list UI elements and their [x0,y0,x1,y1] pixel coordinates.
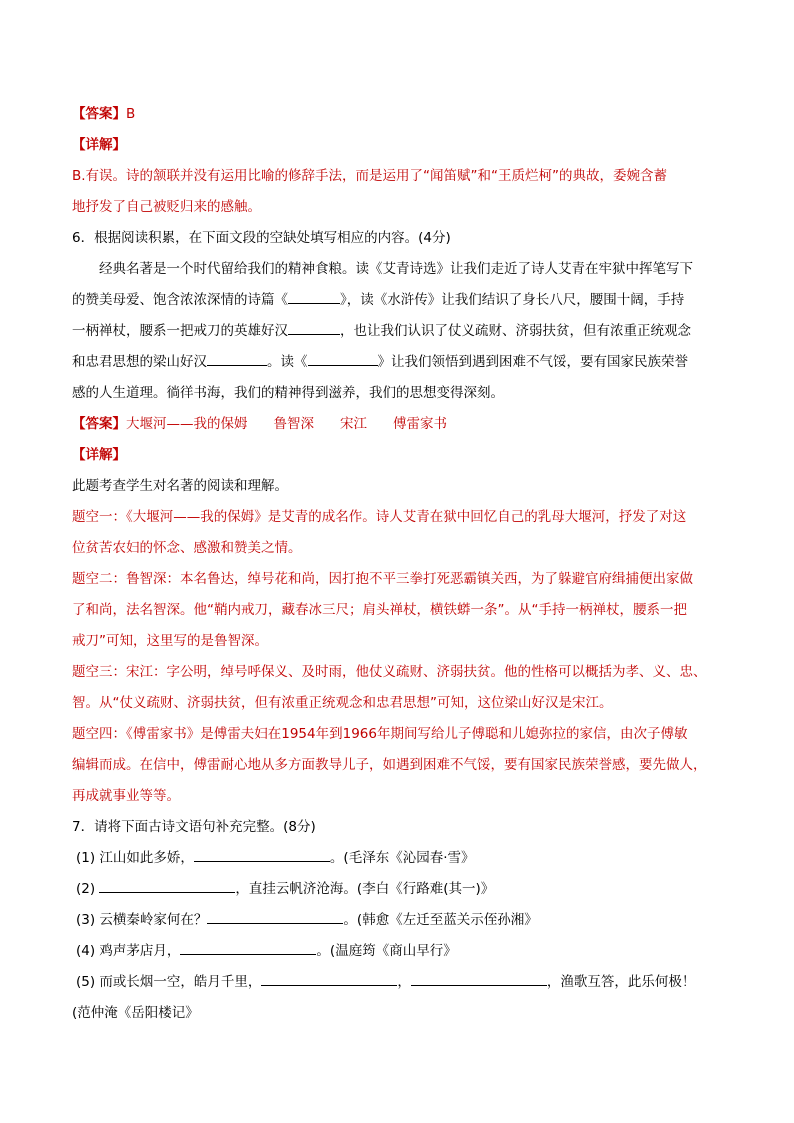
q6-detail-tag-line [72,440,722,471]
q6-blank3-explain-1: 题空三：宋江：字公明，绰号呼保义、及时雨，他仗义疏财、济弱扶贫。他的性格可以概括为孝、义、忠、 [72,664,707,680]
q5-answer-tag: 【答案】 [72,106,126,122]
q7-item-4 [72,936,722,967]
page-content [72,99,722,1029]
q6-blank2-explain-2: 了和尚，法名智深。他“鞘内戒刀，藏春冰三尺；肩头禅杖，横铁蟒一条”。从“手持一柄禅杖，腰系一把 [72,602,687,618]
q7-item-text: (2) [76,881,100,897]
q6-detail-intro: 此题考查学生对名著的阅读和理解。 [72,478,288,494]
q7-title: 7．请将下面古诗文语句补充完整。(8分) [72,819,316,835]
q7-item-source: 。(毛泽东《沁园春·雪》 [329,850,475,866]
q7-item-source: 。(温庭筠《商山早行》 [316,943,457,959]
q7-item-5-source: (范仲淹《岳阳楼记》 [72,1005,199,1021]
q7-item-text: ，渔歌互答，此乐何极！ [546,974,696,990]
q7-item-text: ， [397,974,411,990]
q6-blank1-explain-2: 位贫苦农妇的怀念、感激和赞美之情。 [72,540,302,556]
q5-detail-tag-line [72,130,722,161]
q7-item-text: (5) 而或长烟一空，皓月千里， [76,974,262,990]
q7-blank-4[interactable] [180,940,316,955]
q7-item-source: 。(韩愈《左迁至蓝关示侄孙湘》 [343,912,538,928]
q5-detail-line-1: B.有误。诗的颔联并没有运用比喻的修辞手法，而是运用了“闻笛赋”和“王质烂柯”的典故，委婉含蓄 [72,168,668,184]
q6-passage-text: 一柄禅杖，腰系一把戒刀的英雄好汉 [72,323,288,339]
q6-blank-3[interactable] [207,351,267,366]
q5-detail-line-2: 地抒发了自己被贬归来的感触。 [72,199,261,215]
q5-detail-tag: 【详解】 [72,137,126,153]
q7-blank-2[interactable] [99,878,235,893]
q6-blank-2[interactable] [288,320,340,335]
q7-item-3 [72,905,722,936]
q6-passage-text: 》让我们领悟到遇到困难不气馁，要有国家民族荣誉 [377,354,688,370]
q6-blank3-explain-2: 智。从“仗义疏财、济弱扶贫，但有浓重正统观念和忠君思想”可知，这位梁山好汉是宋江。 [72,695,613,711]
q6-passage-line-1: 经典名著是一个时代留给我们的精神食粮。读《艾青诗选》让我们走近了诗人艾青在牢狱中挥笔写下 [99,261,693,277]
q7-item-5 [72,967,722,998]
q6-blank4-explain-2: 编辑而成。在信中，傅雷耐心地从多方面教导儿子，如遇到困难不气馁，要有国家民族荣誉感，要先做人， [72,757,707,773]
q6-blank-1[interactable] [288,289,340,304]
q7-item-source: ，直挂云帆济沧海。(李白《行路难(其一)》 [235,881,495,897]
q7-item-1 [72,843,722,874]
q6-passage-line-3 [72,316,722,347]
q7-blank-1[interactable] [194,847,330,862]
q6-blank1-explain-1: 题空一：《大堰河——我的保姆》是艾青的成名作。诗人艾青在狱中回忆自己的乳母大堰河，抒发了对这 [72,509,687,525]
q6-detail-tag: 【详解】 [72,447,126,463]
q6-blank4-explain-3: 再成就事业等等。 [72,788,180,804]
q6-answer-1: 大堰河——我的保姆 [126,416,248,432]
q6-blank2-explain-3: 戒刀”可知，这里写的是鲁智深。 [72,633,268,649]
q6-blank2-explain-1: 题空二：鲁智深：本名鲁达，绰号花和尚，因打抱不平三拳打死恶霸镇关西，为了躲避官府缉捕便出家做 [72,571,693,587]
q6-blank4-explain-1: 题空四：《傅雷家书》是傅雷夫妇在1954年到1966年期间写给儿子傅聪和儿媳弥拉的家信，由次子傅敏 [72,726,688,742]
q6-answer-3: 宋江 [340,416,367,432]
q7-blank-6[interactable] [411,971,547,986]
q6-passage-line-2 [72,285,722,316]
q6-answer-4: 傅雷家书 [393,416,447,432]
q6-passage-text: 和忠君思想的梁山好汉 [72,354,207,370]
q6-title: 6．根据阅读积累，在下面文段的空缺处填写相应的内容。(4分) [72,230,451,246]
q7-blank-5[interactable] [261,971,397,986]
q6-passage-text: 的赞美母爱、饱含浓浓深情的诗篇《 [72,292,288,308]
q6-passage-text: ，也让我们认识了仗义疏财、济弱扶贫，但有浓重正统观念 [340,323,691,339]
q6-answer-tag: 【答案】 [72,416,126,432]
q5-answer-value: B [126,106,136,122]
q5-answer-line [72,99,722,130]
q6-passage-text: 》，读《水浒传》让我们结识了身长八尺，腰围十阔，手持 [340,292,685,308]
q7-blank-3[interactable] [207,909,343,924]
q6-passage-line-4 [72,347,722,378]
q7-item-text: (1) 江山如此多娇， [76,850,194,866]
q7-item-2 [72,874,722,905]
q6-passage-line-5: 感的人生道理。徜徉书海，我们的精神得到滋养，我们的思想变得深刻。 [72,385,504,401]
q7-item-text: (3) 云横秦岭家何在？ [76,912,208,928]
q6-answer-line [72,409,722,440]
q7-item-text: (4) 鸡声茅店月， [76,943,181,959]
q6-blank-4[interactable] [308,351,378,366]
q6-passage-text: 。读《 [267,354,308,370]
q6-answer-2: 鲁智深 [273,416,314,432]
